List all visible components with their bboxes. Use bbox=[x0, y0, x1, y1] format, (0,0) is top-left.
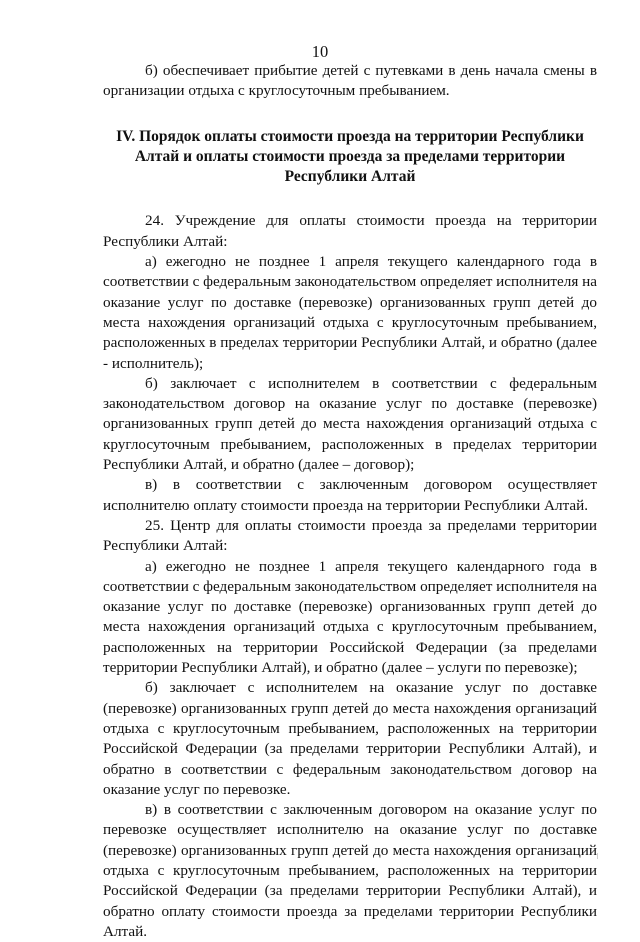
paragraph-24-c: в) в соответствии с заключенным договором осуществляет исполнителю оплату стоимости проезда на территории Республики Алтай. bbox=[103, 476, 597, 514]
paragraph-25-c: в) в соответствии с заключенным договором на оказание услуг по перевозке осуществляет исполнителю на оказание услуг по доставке (перевозке) организованных групп детей до места нахождения организаций отдыха с круглосуточным пребыванием, расположенных на территории Российской Федерации (за пределами территории Республики Алтай), и обратно оплату стоимости проезда за пределами территории Республики Алтай. bbox=[103, 801, 597, 940]
scan-mark bbox=[597, 853, 598, 859]
paragraph-25-a: а) ежегодно не позднее 1 апреля текущего календарного года в соответствии с федеральным законодательством определяет исполнителя на оказание услуг по доставке (перевозке) организованных групп детей до места нахождения организаций отдыха с круглосуточным пребыванием, расположенных на территории Российской Федерации (за пределами территории Республики Алтай), и обратно (далее – услуги по перевозке); bbox=[103, 557, 597, 677]
page-number: 10 bbox=[311, 42, 329, 61]
paragraph-25-b: б) заключает с исполнителем на оказание услуг по доставке (перевозке) организованных групп детей до места нахождения организаций отдыха с круглосуточным пребыванием, расположенных на территории Российской Федерации (за пределами территории Республики Алтай), и обратно в соответствии с федеральным законодательством договор на оказание услуг по перевозке. bbox=[103, 679, 597, 798]
paragraph-24-b: б) заключает с исполнителем в соответствии с федеральным законодательством договор на оказание услуг по доставке (перевозке) организованных групп детей до места нахождения организаций отдыха с круглосуточным пребыванием, расположенных в пределах территории Республики Алтай, и обратно (далее – договор); bbox=[103, 374, 597, 474]
document-body bbox=[103, 61, 597, 942]
intro-paragraph: б) обеспечивает прибытие детей с путевками в день начала смены в организации отдыха с круглосуточным пребыванием. bbox=[103, 62, 597, 100]
section-heading: IV. Порядок оплаты стоимости проезда на территории Республики Алтай и оплаты стоимости проезда за пределами территории Республики Алтай bbox=[116, 127, 584, 186]
paragraph-24-intro: 24. Учреждение для оплаты стоимости проезда на территории Республики Алтай: bbox=[103, 212, 597, 250]
paragraph-25-intro: 25. Центр для оплаты стоимости проезда за пределами территории Республики Алтай: bbox=[103, 516, 597, 555]
paragraph-24-a: а) ежегодно не позднее 1 апреля текущего календарного года в соответствии с федеральным законодательством определяет исполнителя на оказание услуг по доставке (перевозке) организованных групп детей до места нахождения организаций отдыха с круглосуточным пребыванием, расположенных в пределах территории Республики Алтай, и обратно (далее - исполнитель); bbox=[103, 253, 597, 372]
